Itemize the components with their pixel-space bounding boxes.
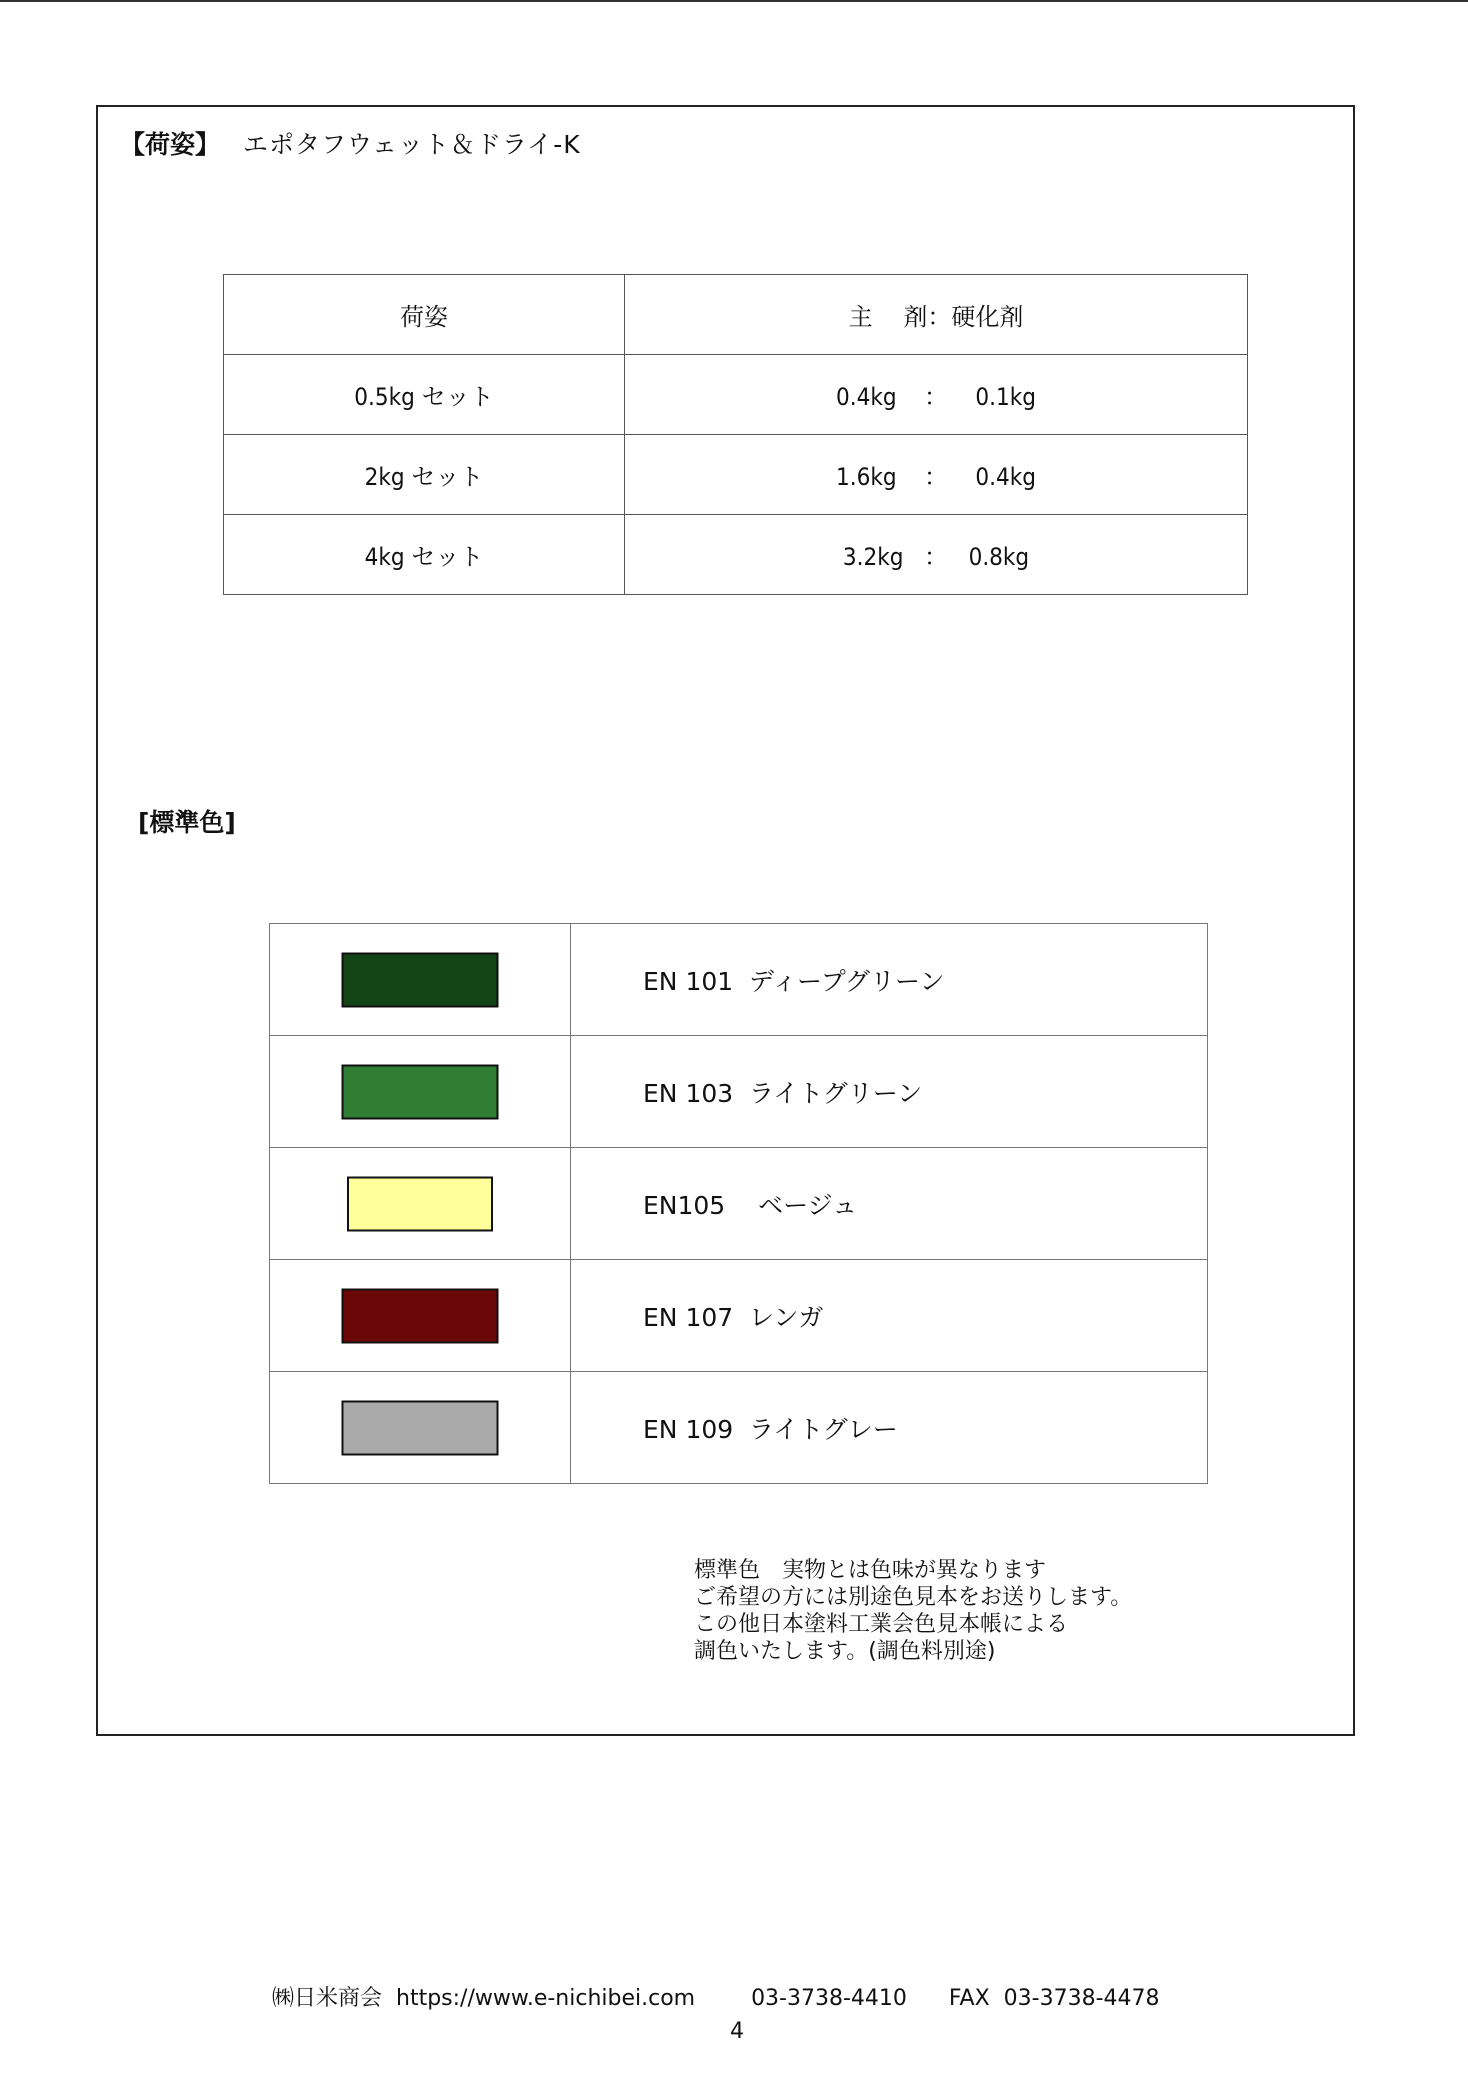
color-name: EN 103 ライトグリーン xyxy=(571,1036,1208,1148)
hardener: 0.8kg xyxy=(968,543,1030,571)
hardener: 0.1kg xyxy=(975,383,1036,411)
fax-label: FAX xyxy=(948,1986,990,2011)
ratio-separator: ： xyxy=(924,543,948,571)
color-swatch xyxy=(342,1064,499,1119)
main-agent: 3.2kg xyxy=(842,543,904,571)
main-agent: 1.6kg xyxy=(836,463,897,491)
color-name: EN 109 ライトグレー xyxy=(571,1372,1208,1484)
package-size: 2kg セット xyxy=(224,435,625,515)
header-ratio: 主 剤：硬化剤 xyxy=(625,275,1248,355)
header-package: 荷姿 xyxy=(224,275,625,355)
color-name: EN105 ベージュ xyxy=(571,1148,1208,1260)
mix-ratio xyxy=(625,515,1248,595)
color-name: EN 107 レンガ xyxy=(571,1260,1208,1372)
top-rule xyxy=(0,0,1468,2)
company-name: ㈱日米商会 xyxy=(272,1986,383,2011)
fax-number: 03-3738-4478 xyxy=(1003,1986,1160,2011)
standard-colors-heading: [標準色] xyxy=(138,808,236,837)
color-swatch xyxy=(342,952,499,1007)
packaging-label: 【荷姿】 xyxy=(120,130,221,159)
table-row xyxy=(224,515,1248,595)
color-name: EN 101 ディープグリーン xyxy=(571,924,1208,1036)
packaging-table xyxy=(223,274,1248,595)
color-swatch xyxy=(342,1288,499,1343)
note-line: 調色いたします。(調色料別途) xyxy=(694,1639,996,1664)
package-size: 0.5kg セット xyxy=(224,355,625,435)
color-table xyxy=(269,923,1208,1484)
color-row xyxy=(270,924,1208,1036)
color-row xyxy=(270,1372,1208,1484)
color-swatch xyxy=(342,1400,499,1455)
note-line: この他日本塗料工業会色見本帳による xyxy=(694,1612,1069,1637)
color-swatch xyxy=(347,1176,493,1231)
mix-ratio xyxy=(625,435,1248,515)
color-row xyxy=(270,1260,1208,1372)
page-number: 4 xyxy=(730,2019,744,2044)
ratio-separator: ： xyxy=(924,463,948,491)
table-row xyxy=(224,355,1248,435)
website-link[interactable]: https://www.e-nichibei.com xyxy=(396,1986,696,2011)
table-header-row xyxy=(224,275,1248,355)
package-size: 4kg セット xyxy=(224,515,625,595)
color-row xyxy=(270,1036,1208,1148)
mix-ratio xyxy=(625,355,1248,435)
phone-number: 03-3738-4410 xyxy=(751,1986,907,2011)
main-agent: 0.4kg xyxy=(836,383,897,411)
footer xyxy=(272,1985,1160,2013)
color-row xyxy=(270,1148,1208,1260)
packaging-heading xyxy=(120,129,581,161)
note-line: 標準色 実物とは色味が異なります xyxy=(694,1558,1047,1583)
color-note xyxy=(694,1557,1132,1665)
product-name: エポタフウェット＆ドライ-K xyxy=(243,130,581,159)
note-line: ご希望の方には別途色見本をお送りします。 xyxy=(694,1585,1133,1610)
ratio-separator: ： xyxy=(924,383,948,411)
table-row xyxy=(224,435,1248,515)
hardener: 0.4kg xyxy=(975,463,1036,491)
